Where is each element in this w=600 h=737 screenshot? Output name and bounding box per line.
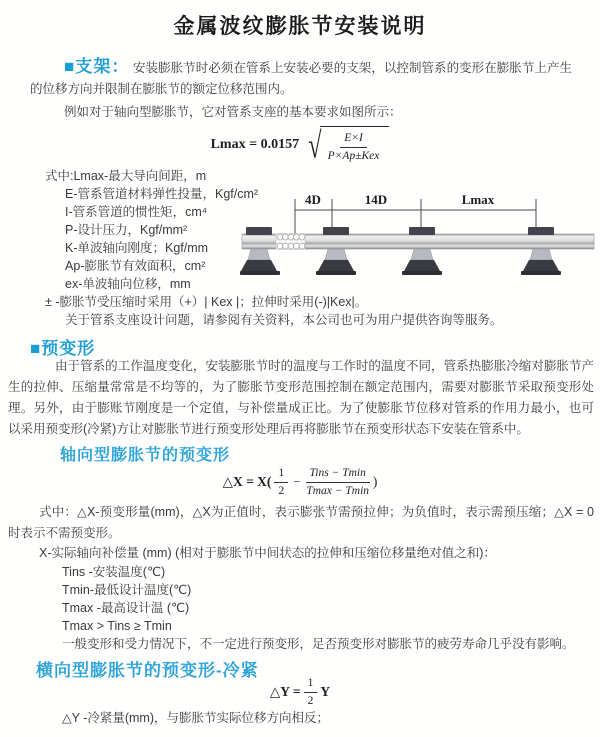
temperature-definitions [62, 563, 600, 635]
temperature-fraction-denominator: Tmax − Tmin [306, 484, 370, 497]
temperature-line: Tmax > Tins ≥ Tmin [62, 619, 172, 633]
support-intro-text: 安装膨胀节时必须在管系上安装必要的支架，以控制管系的变形在膨胀节上产生的位移方向并限制在膨胀节的额定位移范围内。 [30, 61, 572, 96]
minus-operator: − [293, 474, 301, 489]
axial-preset-heading: 轴向型膨胀节的预变形 [60, 447, 231, 464]
dim-label-4d: 4D [305, 192, 321, 207]
axial-formula-note: 式中：△X-预变形量(mm)，△X为正值时，表示膨张节需预拉伸；为负值时，表示需预压缩；△X = 0时表示不需预变形。 [8, 505, 594, 540]
preset-section-paragraph: 由于管系的工作温度变化，安装膨胀节时的温度与工作时的温度不同，管系热膨胀冷缩对膨胀节产生的拉伸、压缩量常常是不均等的，为了膨胀节变形范围控制在额定范围内，需要对膨胀节采取预变形处理。另外，由于膨账节刚度是一个定值，与补偿量成正比。为了使膨胀节位移对管系的作用力最小，也可以采用预变形(冷紧)方让对膨胀节进行预变形处理后再将膨胀节在预变形状态下安装在管系中。 [8, 359, 594, 436]
lateral-preset-formula [0, 676, 600, 707]
lmax-fraction-numerator: E×I [340, 131, 367, 148]
pipe-support-diagram-svg [240, 190, 596, 290]
general-note: 一般变形和受力情况下，不一定进行预变形，足否预变形对膨胀节的疲劳寿命几乎没有影响。 [62, 637, 575, 651]
preset-section-heading: ■预变形 [30, 339, 96, 358]
variable-line: 式中:Lmax-最大导向间距，m [45, 169, 207, 183]
radical-body [320, 126, 390, 164]
variable-line: Ap-膨胀节有效面积，cm² [65, 259, 206, 273]
lmax-formula [0, 124, 600, 166]
lateral-preset-heading: 横向型膨胀节的预变形-冷紧 [36, 661, 259, 680]
consult-note: 关于管系支座设计问题，请参阅有关资料，本公司也可为用户提供咨询等服务。 [65, 313, 503, 327]
example-line: 例如对于轴向型膨胀节，它对管系支座的基本要求如图所示： [64, 105, 402, 119]
dy-half-fraction [304, 676, 318, 709]
page-title: 金属波纹膨胀节安装说明 [173, 15, 427, 38]
temperature-line: Tmin-最低设计温度(℃) [62, 583, 192, 597]
dy-formula-lhs: △Y = [269, 684, 301, 699]
bellows-expansion-joint [276, 234, 305, 250]
y-definition-line: △Y -冷紧量(mm)，与膨胀节实际位移方向相反； [62, 711, 330, 725]
half-fraction [274, 466, 288, 499]
dy-formula-rhs: Y [320, 684, 331, 699]
lmax-fraction-denominator: P×Ap±Kex [327, 150, 380, 162]
support-section-heading: ■支架： [64, 57, 130, 76]
variable-line: ex-单波轴向位移，mm [65, 277, 191, 291]
dx-formula-rhs: ) [372, 474, 378, 489]
lmax-formula-lhs: Lmax = 0.0157 [210, 137, 300, 152]
dim-label-lmax: Lmax [461, 192, 495, 207]
lmax-fraction [328, 131, 380, 164]
half-fraction-numerator: 1 [274, 466, 288, 483]
temperature-line: Tmax -最高设计温 (℃) [62, 601, 190, 615]
x-definition-line: X-实际轴向补偿量 (mm) (相对于膨胀节中间状态的拉伸和压缩位移量绝对值之和)： [39, 546, 496, 560]
support-section-paragraph [30, 56, 572, 100]
temperature-line: Tins -安装温度(℃) [62, 565, 166, 579]
variable-line: E-管系管道材料弹性投量，Kgf/cm² [65, 187, 259, 201]
variable-line: K-单波轴向刚度；Kgf/mm [65, 241, 209, 255]
temperature-fraction-numerator: Tins − Tmin [306, 466, 370, 483]
dy-half-fraction-denominator: 2 [307, 694, 314, 707]
variable-line: I-管系管道的惯性矩，cm⁴ [65, 205, 208, 219]
pipe-support-diagram [240, 190, 596, 290]
axial-preset-formula [0, 466, 600, 498]
temperature-fraction [306, 466, 370, 499]
dx-formula-lhs: △X = X( [222, 474, 272, 489]
variable-line: P-设计压力，Kgf/mm² [65, 223, 188, 237]
dim-label-14d: 14D [364, 192, 388, 207]
half-fraction-denominator: 2 [278, 484, 285, 497]
radical-sign: √ [308, 124, 322, 166]
dy-half-fraction-numerator: 1 [304, 676, 318, 693]
plus-minus-note: ± -膨胀节受压缩时采用（+）| Kex |；拉伸时采用(-)|Kex|。 [45, 295, 368, 309]
